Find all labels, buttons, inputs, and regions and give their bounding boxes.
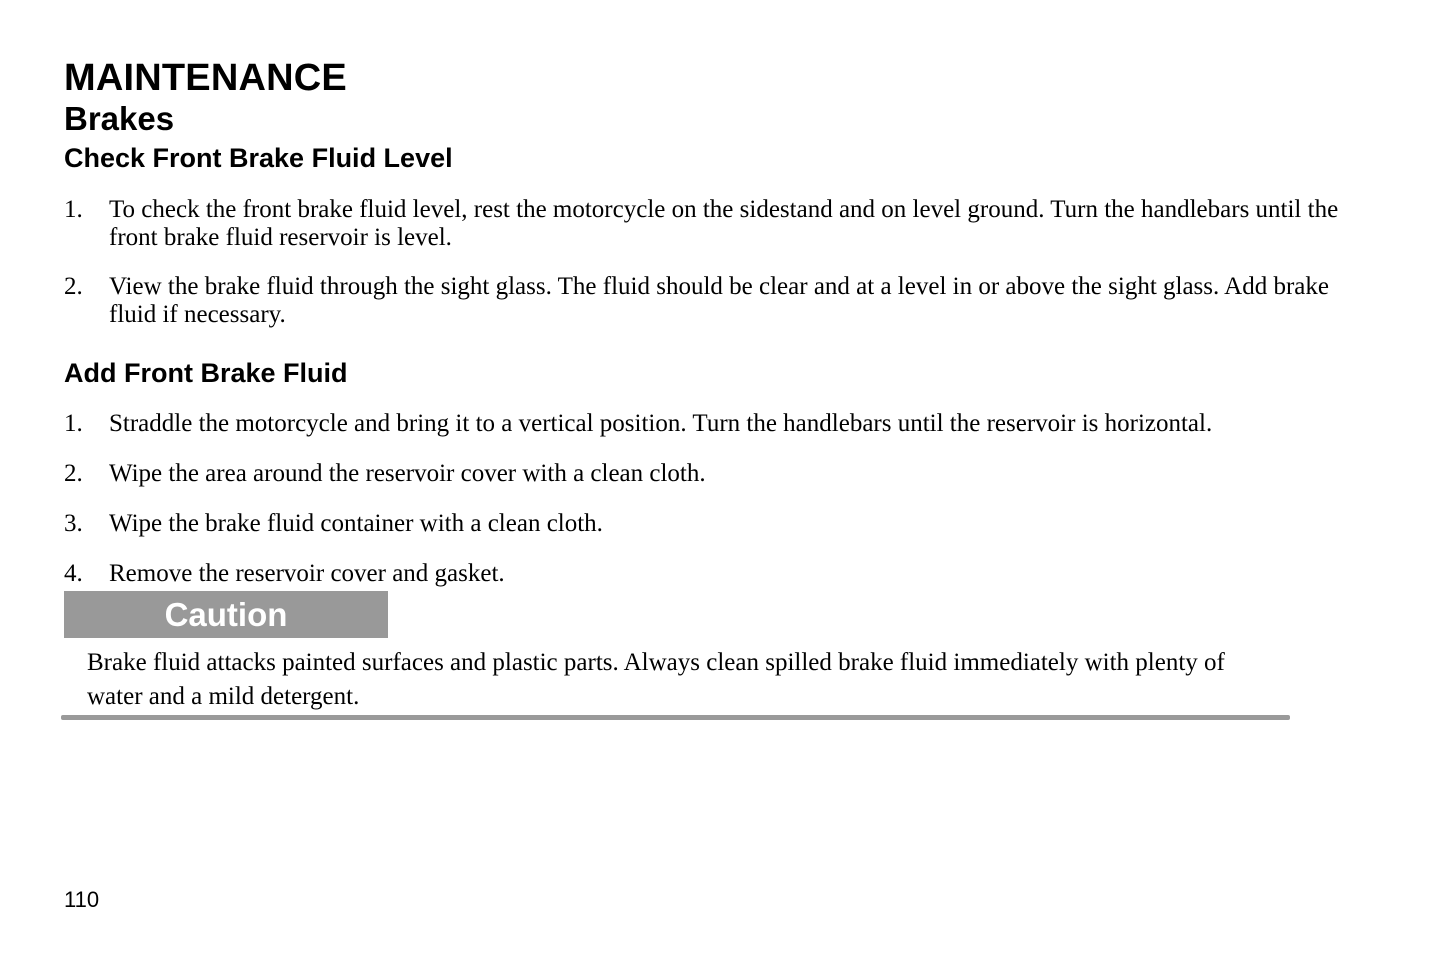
check-front-steps <box>64 196 1364 329</box>
list-item <box>64 460 1364 488</box>
step-text: Wipe the area around the reservoir cover with a clean cloth. <box>109 460 706 487</box>
caution-label: Caution <box>64 591 388 638</box>
section-title: MAINTENANCE <box>64 57 347 99</box>
caution-text: Brake fluid attacks painted surfaces and plastic parts. Always clean spilled brake fluid immediately with plenty of water and a mild detergent. <box>87 649 1225 710</box>
step-text: Straddle the motorcycle and bring it to a vertical position. Turn the handlebars until the reservoir is horizontal. <box>109 410 1213 437</box>
check-front-heading: Check Front Brake Fluid Level <box>64 143 453 173</box>
step-number: 3. <box>64 510 83 537</box>
list-item <box>64 560 1364 588</box>
step-text: To check the front brake fluid level, rest the motorcycle on the sidestand and on level ground. Turn the handlebars until the front brake fluid reservoir is level. <box>109 196 1339 251</box>
add-front-heading: Add Front Brake Fluid <box>64 358 348 388</box>
list-item <box>64 410 1364 438</box>
list-item <box>64 273 1364 329</box>
subsection-title: Brakes <box>64 100 175 137</box>
step-text: Wipe the brake fluid container with a clean cloth. <box>109 510 603 537</box>
add-front-steps <box>64 410 1364 588</box>
caution-divider <box>61 715 1290 720</box>
step-number: 1. <box>64 196 83 223</box>
page-number: 110 <box>64 887 100 912</box>
step-number: 2. <box>64 460 83 487</box>
list-item <box>64 510 1364 538</box>
step-number: 1. <box>64 410 83 437</box>
step-number: 2. <box>64 273 83 300</box>
list-item <box>64 196 1364 252</box>
step-text: View the brake fluid through the sight glass. The fluid should be clear and at a level in or above the sight glass. Add brake fluid if necessary. <box>109 273 1329 328</box>
step-text: Remove the reservoir cover and gasket. <box>109 560 505 587</box>
step-number: 4. <box>64 560 83 587</box>
